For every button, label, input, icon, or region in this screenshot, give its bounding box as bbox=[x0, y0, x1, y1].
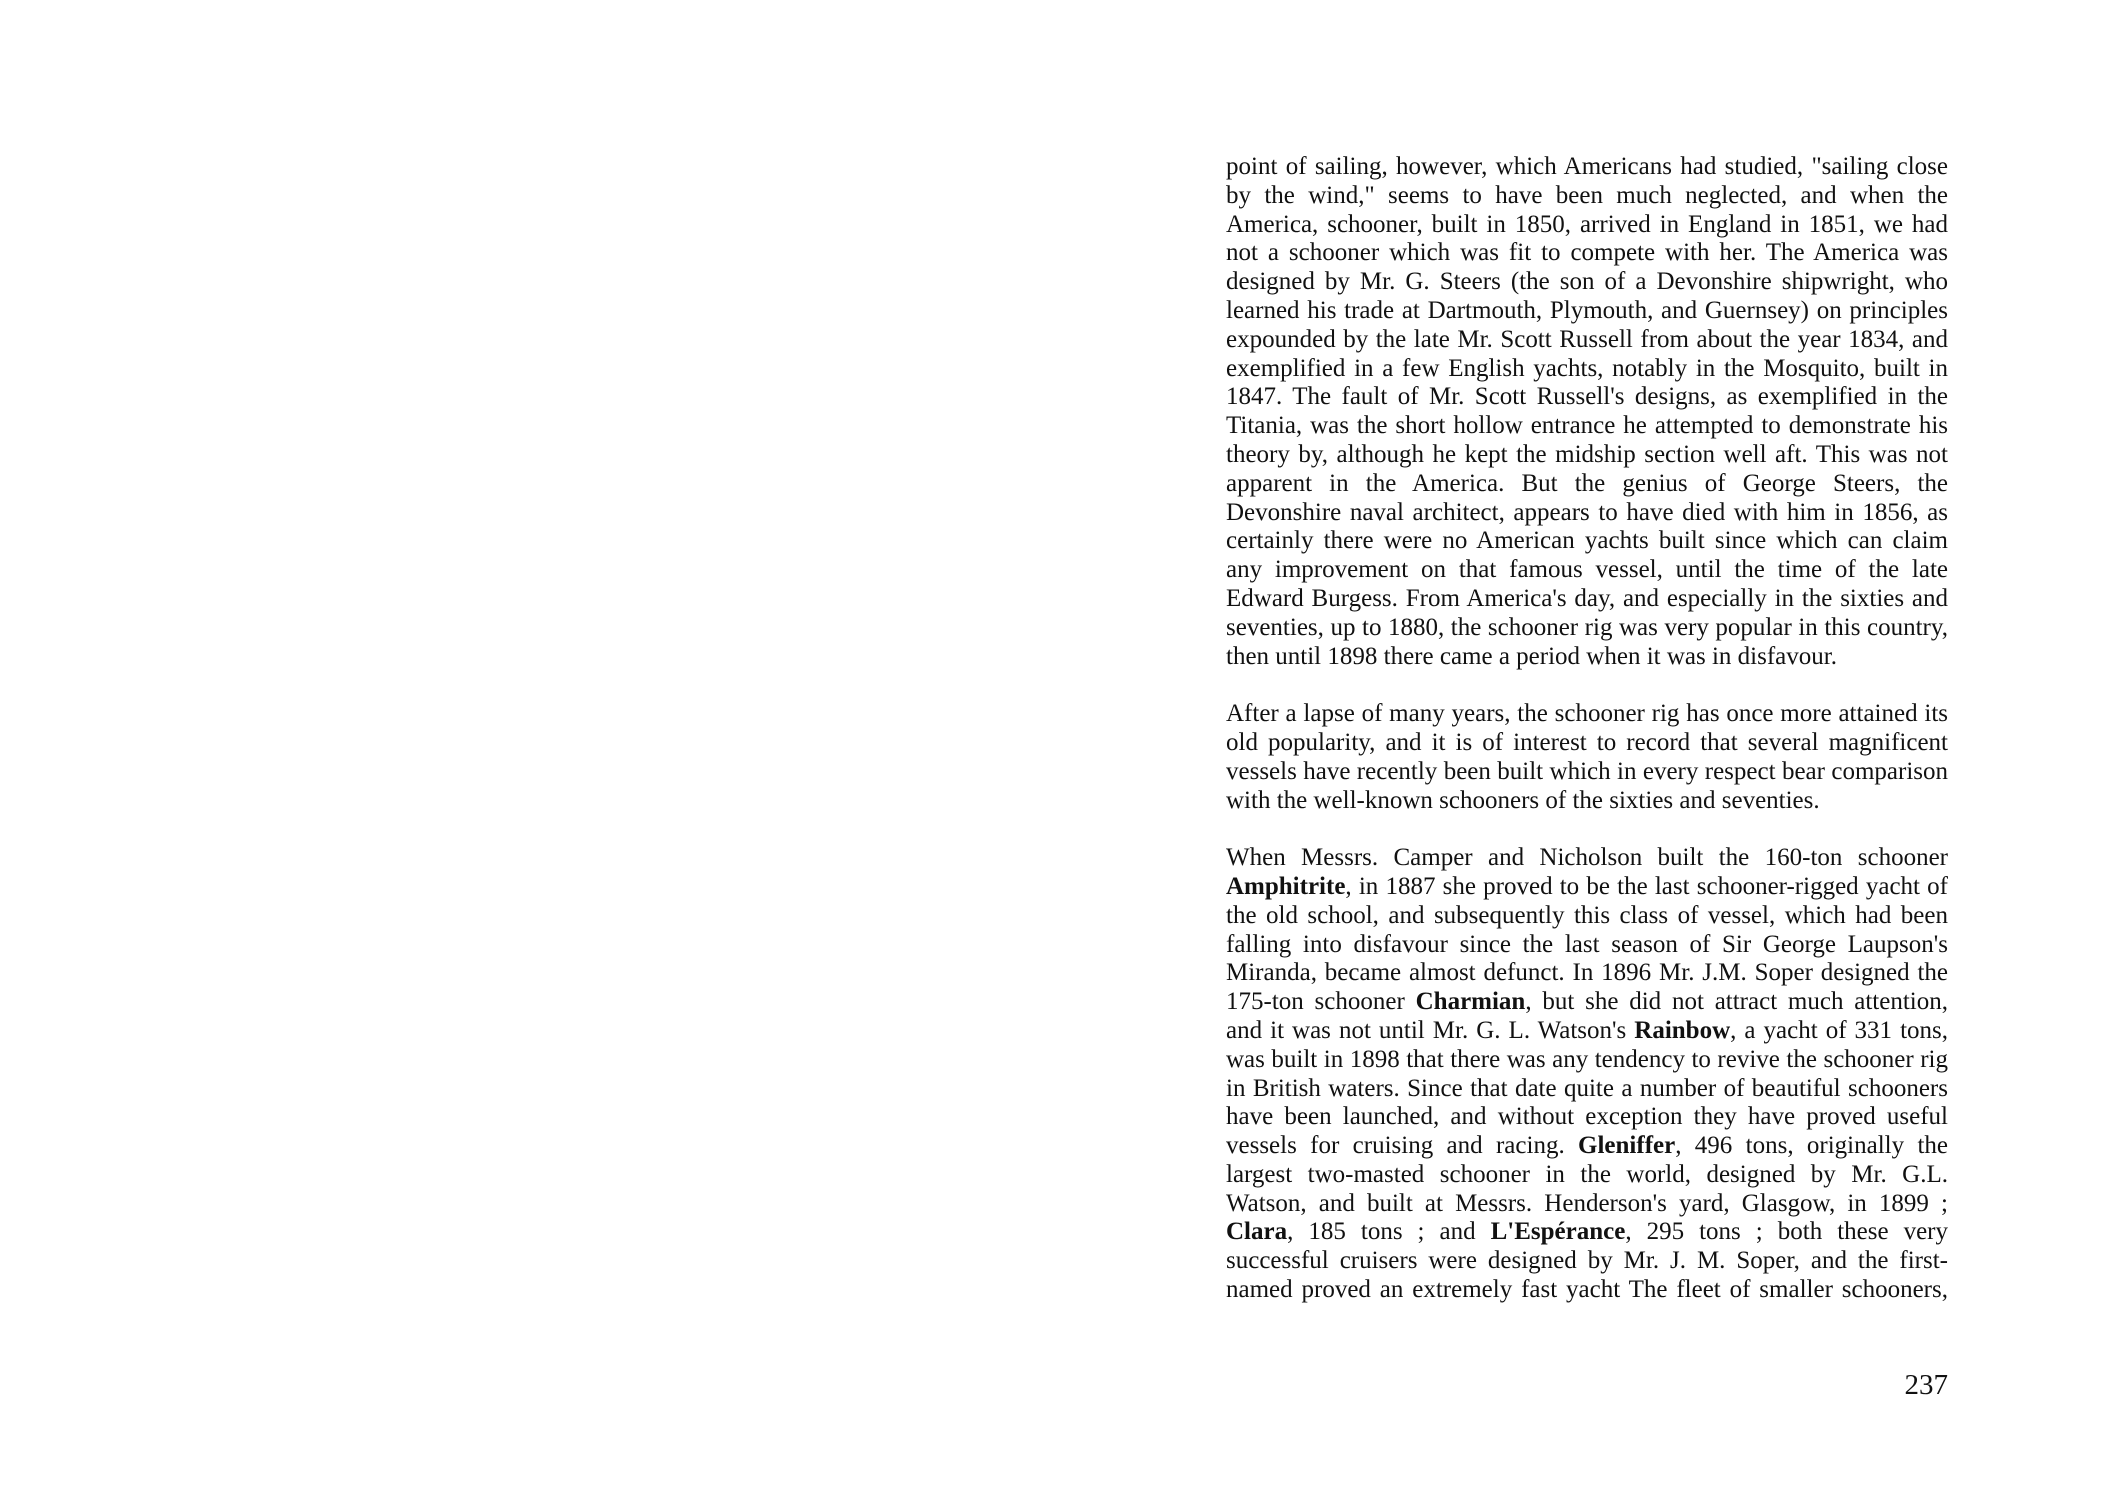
text-line bbox=[1226, 211, 1948, 240]
page-number: 237 bbox=[1904, 1369, 1948, 1401]
text-line bbox=[1226, 758, 1948, 787]
text-run: America, schooner, built in 1850, arrived in England in 1851, we had bbox=[1226, 210, 1948, 238]
text-run: Miranda, became almost defunct. In 1896 Mr. J.M. Soper designed the bbox=[1226, 959, 1948, 987]
text-line bbox=[1226, 412, 1948, 441]
text-run: designed by Mr. G. Steers (the son of a Devonshire shipwright, who bbox=[1226, 268, 1948, 296]
vessel-name-bold: Clara bbox=[1226, 1218, 1288, 1246]
text-line bbox=[1226, 268, 1948, 297]
text-line bbox=[1226, 1218, 1948, 1247]
vessel-name-bold: Amphitrite bbox=[1226, 872, 1346, 900]
text-run: , 496 tons, originally the bbox=[1675, 1132, 1949, 1160]
paragraph bbox=[1226, 700, 1948, 815]
text-run: by the wind," seems to have been much neglected, and when the bbox=[1226, 181, 1948, 209]
text-run: apparent in the America. But the genius of George Steers, the bbox=[1226, 469, 1948, 497]
text-line bbox=[1226, 153, 1948, 182]
text-run: , 185 tons ; and bbox=[1287, 1218, 1491, 1246]
text-line bbox=[1226, 902, 1948, 931]
text-line bbox=[1226, 585, 1948, 614]
text-line bbox=[1226, 355, 1948, 384]
text-run: , in 1887 she proved to be the last schooner-rigged yacht of bbox=[1345, 872, 1948, 900]
vessel-name-bold: Rainbow bbox=[1634, 1016, 1731, 1044]
text-line bbox=[1226, 844, 1948, 873]
vessel-name-bold: L'Espérance bbox=[1490, 1218, 1626, 1246]
text-run: with the well-known schooners of the sixties and seventies. bbox=[1226, 786, 1820, 814]
text-line bbox=[1226, 931, 1948, 960]
text-run: , 295 tons ; both these very bbox=[1625, 1218, 1948, 1246]
text-run: largest two-masted schooner in the world, designed by Mr. G.L. bbox=[1226, 1160, 1948, 1188]
text-line bbox=[1226, 643, 1948, 672]
text-run: Watson, and built at Messrs. Henderson's yard, Glasgow, in 1899 ; bbox=[1226, 1189, 1948, 1217]
text-run: was built in 1898 that there was any tendency to revive the schooner rig bbox=[1226, 1045, 1948, 1073]
paragraph bbox=[1226, 844, 1948, 1305]
text-line bbox=[1226, 787, 1948, 816]
text-line bbox=[1226, 1247, 1948, 1276]
text-run: When Messrs. Camper and Nicholson built the 160-ton schooner bbox=[1226, 844, 1948, 872]
text-run: Titania, was the short hollow entrance he attempted to demonstrate his bbox=[1226, 412, 1948, 440]
text-line bbox=[1226, 499, 1948, 528]
text-run: vessels for cruising and racing. bbox=[1226, 1132, 1579, 1160]
text-line bbox=[1226, 614, 1948, 643]
text-line bbox=[1226, 873, 1948, 902]
text-line bbox=[1226, 729, 1948, 758]
text-line bbox=[1226, 1190, 1948, 1219]
text-run: learned his trade at Dartmouth, Plymouth, and Guernsey) on principles bbox=[1226, 296, 1948, 324]
text-run: falling into disfavour since the last season of Sir George Laupson's bbox=[1226, 930, 1948, 958]
text-line bbox=[1226, 527, 1948, 556]
text-run: successful cruisers were designed by Mr. J. M. Soper, and the first- bbox=[1226, 1247, 1948, 1275]
text-line bbox=[1226, 700, 1948, 729]
text-line bbox=[1226, 1132, 1948, 1161]
text-run: Edward Burgess. From America's day, and especially in the sixties and bbox=[1226, 584, 1948, 612]
text-line bbox=[1226, 1017, 1948, 1046]
text-run: , a yacht of 331 tons, bbox=[1730, 1016, 1948, 1044]
text-run: vessels have recently been built which in every respect bear comparison bbox=[1226, 757, 1948, 785]
vessel-name-bold: Gleniffer bbox=[1578, 1132, 1676, 1160]
text-line bbox=[1226, 959, 1948, 988]
text-line bbox=[1226, 182, 1948, 211]
text-run: Devonshire naval architect, appears to have died with him in 1856, as bbox=[1226, 498, 1948, 526]
text-run: old popularity, and it is of interest to record that several magnificent bbox=[1226, 728, 1948, 756]
body-text-column bbox=[1226, 153, 1948, 1334]
text-line bbox=[1226, 326, 1948, 355]
blank-left-page bbox=[0, 0, 1052, 1489]
text-line bbox=[1226, 297, 1948, 326]
text-run: expounded by the late Mr. Scott Russell from about the year 1834, and bbox=[1226, 325, 1948, 353]
text-run: in British waters. Since that date quite a number of beautiful schooners bbox=[1226, 1074, 1948, 1102]
text-run: exemplified in a few English yachts, notably in the Mosquito, built in bbox=[1226, 354, 1948, 382]
text-run: and it was not until Mr. G. L. Watson's bbox=[1226, 1016, 1635, 1044]
text-line bbox=[1226, 1046, 1948, 1075]
text-line bbox=[1226, 383, 1948, 412]
text-line bbox=[1226, 441, 1948, 470]
text-run: the old school, and subsequently this class of vessel, which had been bbox=[1226, 901, 1948, 929]
text-run: seventies, up to 1880, the schooner rig was very popular in this country, bbox=[1226, 613, 1948, 641]
text-run: , but she did not attract much attention, bbox=[1525, 988, 1948, 1016]
text-run: then until 1898 there came a period when it was in disfavour. bbox=[1226, 642, 1837, 670]
vessel-name-bold: Charmian bbox=[1415, 988, 1526, 1016]
text-line bbox=[1226, 1075, 1948, 1104]
text-line bbox=[1226, 988, 1948, 1017]
text-run: 175-ton schooner bbox=[1226, 988, 1416, 1016]
text-run: have been launched, and without exception they have proved useful bbox=[1226, 1103, 1948, 1131]
paragraph bbox=[1226, 153, 1948, 671]
text-run: not a schooner which was fit to compete with her. The America was bbox=[1226, 239, 1948, 267]
text-run: 1847. The fault of Mr. Scott Russell's designs, as exemplified in the bbox=[1226, 383, 1948, 411]
text-run: After a lapse of many years, the schooner rig has once more attained its bbox=[1226, 700, 1948, 728]
text-line bbox=[1226, 1161, 1948, 1190]
text-run: point of sailing, however, which Americans had studied, "sailing close bbox=[1226, 153, 1948, 180]
text-run: theory by, although he kept the midship section well aft. This was not bbox=[1226, 440, 1948, 468]
text-line bbox=[1226, 1276, 1948, 1305]
text-line bbox=[1226, 239, 1948, 268]
text-line bbox=[1226, 1103, 1948, 1132]
text-run: certainly there were no American yachts built since which can claim bbox=[1226, 527, 1948, 555]
text-run: named proved an extremely fast yacht The fleet of smaller schooners, bbox=[1226, 1276, 1948, 1304]
text-line bbox=[1226, 470, 1948, 499]
text-line bbox=[1226, 556, 1948, 585]
text-run: any improvement on that famous vessel, until the time of the late bbox=[1226, 556, 1948, 584]
